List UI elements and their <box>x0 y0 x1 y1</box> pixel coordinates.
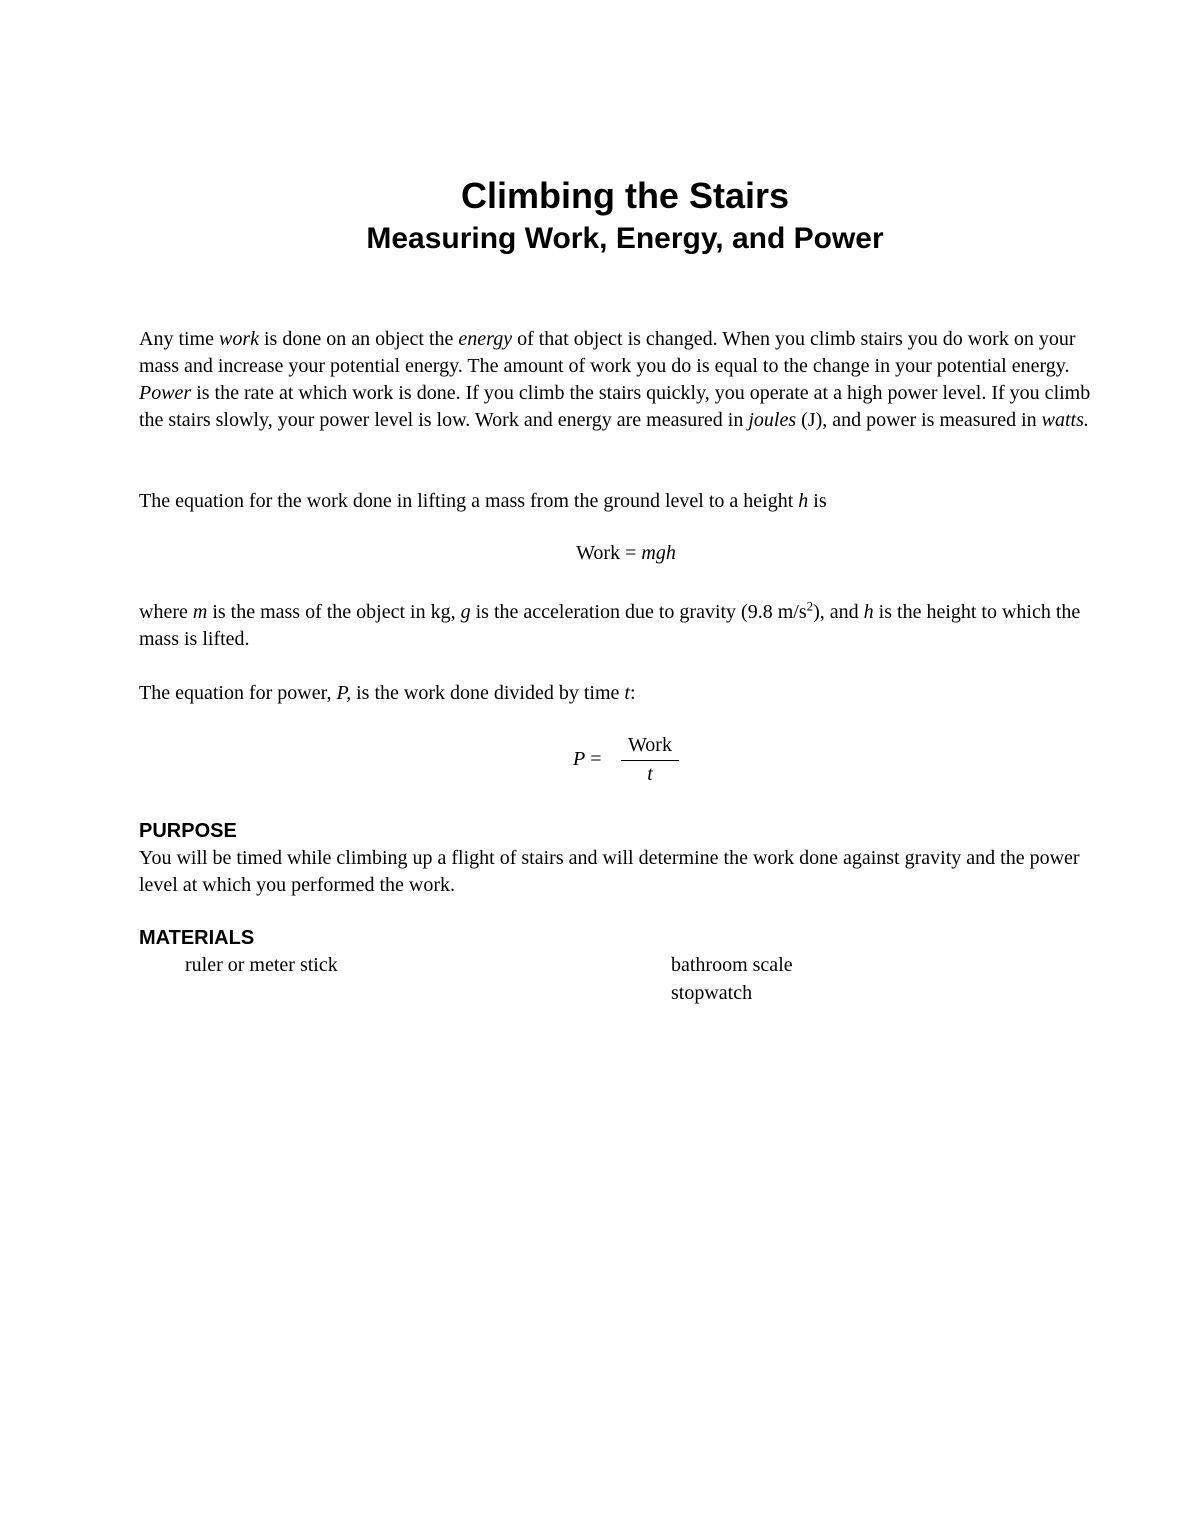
intro-paragraph <box>139 326 1109 434</box>
term-power: Power <box>139 382 192 404</box>
term-watts: watts. <box>1041 409 1089 431</box>
page-title: Climbing the Stairs <box>460 175 790 216</box>
var-m: m <box>192 601 208 623</box>
intro-text-1: Any time <box>139 328 219 350</box>
where-text-5: is the height to which the mass is lifted. <box>139 601 1081 650</box>
power-eq-op: = <box>585 748 602 770</box>
work-intro-text: The equation for the work done in lifting a mass from the ground level to a height <box>139 490 799 512</box>
term-joules: joules <box>748 409 797 431</box>
material-item: bathroom scale <box>671 954 793 976</box>
work-intro-suffix: is <box>808 490 827 512</box>
term-energy: energy <box>458 328 513 350</box>
where-text-4: ), and <box>813 601 864 623</box>
power-eq-fraction <box>621 732 679 787</box>
power-eq-lhs <box>573 748 602 771</box>
var-h-2: h <box>863 601 874 623</box>
var-t: t <box>624 682 630 704</box>
work-equation <box>0 540 1200 567</box>
page-subtitle: Measuring Work, Energy, and Power <box>366 222 884 255</box>
where-paragraph <box>139 599 1109 653</box>
where-text-2: is the mass of the object in kg, <box>207 601 461 623</box>
purpose-text: You will be timed while climbing up a flight of stairs and will determine the work done against gravity and the power level at which you performed the work. <box>139 847 1080 896</box>
power-intro-text-1: The equation for power, <box>139 682 337 704</box>
work-eq-rhs: mgh <box>641 542 676 564</box>
superscript-2: 2 <box>806 598 814 614</box>
materials-heading: MATERIALS <box>139 927 255 949</box>
where-text-3: is the acceleration due to gravity (9.8 m/s <box>470 601 807 623</box>
purpose-heading: PURPOSE <box>139 820 237 842</box>
where-text-1: where <box>139 601 193 623</box>
power-equation-intro <box>139 680 1109 707</box>
power-intro-text-2: is the work done divided by time <box>351 682 625 704</box>
var-h: h <box>798 490 809 512</box>
material-item: ruler or meter stick <box>185 954 338 976</box>
material-item: stopwatch <box>671 982 753 1004</box>
intro-text-4: is the rate at which work is done. If you climb the stairs quickly, you operate at a high power level. If you climb the stairs slowly, your power level is low. Work and energy are measured in <box>139 382 1091 431</box>
work-eq-op: = <box>620 542 642 564</box>
intro-text-5: (J), and power is measured in <box>796 409 1042 431</box>
intro-text-2: is done on an object the <box>259 328 459 350</box>
term-work: work <box>219 328 259 350</box>
power-intro-text-3: : <box>629 682 636 704</box>
var-p: P, <box>336 682 352 704</box>
fraction-numerator: Work <box>628 734 672 756</box>
work-eq-lhs: Work <box>576 542 621 564</box>
var-g: g <box>460 601 471 623</box>
fraction-denominator: t <box>647 763 653 785</box>
intro-text-3: of that object is changed. When you climb stairs you do work on your mass and increase your potential energy. The amount of work you do is equal to the change in your potential energy. <box>139 328 1076 377</box>
work-equation-intro <box>139 488 1109 515</box>
power-eq-var: P <box>573 748 586 770</box>
